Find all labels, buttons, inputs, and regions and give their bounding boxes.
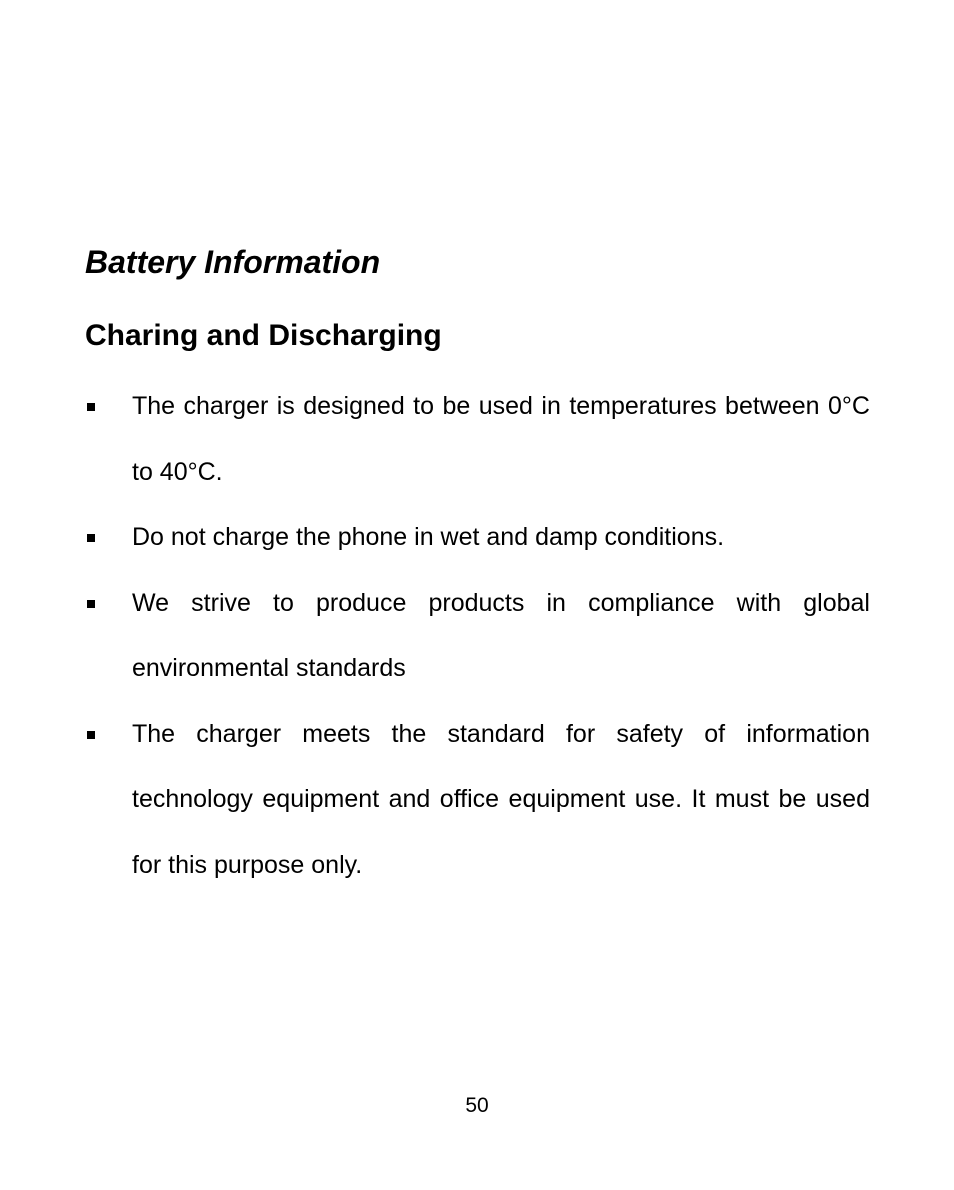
square-bullet-icon bbox=[87, 403, 95, 411]
list-item-text: The charger is designed to be used in temperatures between 0°C to 40°C. bbox=[132, 392, 870, 486]
list-item-text: The charger meets the standard for safety of information technology equipment and office equipment use. It must be used for this purpose only. bbox=[132, 719, 870, 879]
list-item bbox=[85, 571, 870, 702]
section-title: Battery Information bbox=[85, 244, 381, 280]
bullet-list bbox=[85, 374, 870, 898]
square-bullet-icon bbox=[87, 534, 95, 542]
subsection-title: Charing and Discharging bbox=[85, 319, 442, 352]
page-number: 50 bbox=[465, 1094, 489, 1117]
list-item bbox=[85, 374, 870, 505]
list-item-text: We strive to produce products in compliance with global environmental standards bbox=[132, 588, 870, 682]
square-bullet-icon bbox=[87, 731, 95, 739]
list-item bbox=[85, 505, 870, 571]
square-bullet-icon bbox=[87, 600, 95, 608]
list-item bbox=[85, 702, 870, 899]
list-item-text: Do not charge the phone in wet and damp conditions. bbox=[132, 523, 725, 551]
